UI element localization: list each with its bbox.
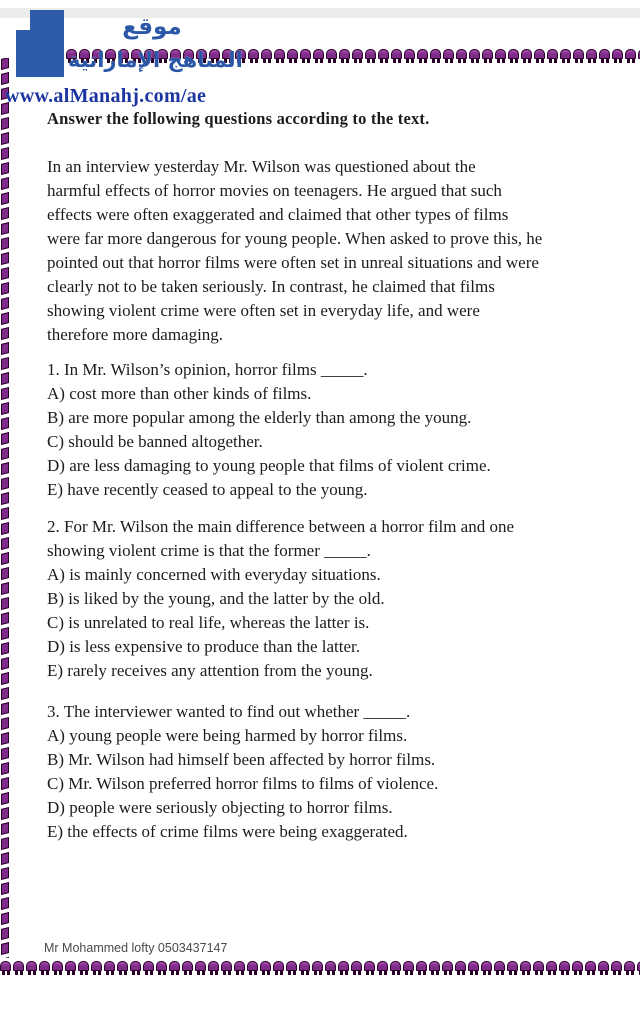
- border-tooth-icon: [143, 960, 156, 977]
- border-mark-icon: [1, 957, 9, 958]
- border-tooth-icon: [612, 48, 625, 65]
- border-mark-icon: [1, 747, 9, 760]
- answer-option: E) have recently ceased to appeal to the young.: [47, 480, 368, 499]
- top-gray-strip: [0, 8, 640, 18]
- border-tooth-icon: [65, 960, 78, 977]
- border-mark-icon: [1, 252, 9, 265]
- question-stem: showing violent crime is that the former _____.: [47, 541, 371, 560]
- border-mark-icon: [1, 192, 9, 205]
- border-tooth-icon: [533, 960, 546, 977]
- border-tooth-icon: [534, 48, 547, 65]
- border-tooth-icon: [338, 960, 351, 977]
- border-tooth-icon: [624, 960, 637, 977]
- question-stem: 3. The interviewer wanted to find out whether _____.: [47, 702, 411, 721]
- border-tooth-icon: [390, 960, 403, 977]
- border-mark-icon: [1, 297, 9, 310]
- border-tooth-icon: [417, 48, 430, 65]
- border-mark-icon: [1, 492, 9, 505]
- border-tooth-icon: [378, 48, 391, 65]
- border-mark-icon: [1, 282, 9, 295]
- question-stem: 2. For Mr. Wilson the main difference between a horror film and one: [47, 517, 515, 536]
- answer-option: B) are more popular among the elderly than among the young.: [47, 408, 472, 427]
- border-mark-icon: [1, 507, 9, 520]
- border-mark-icon: [1, 267, 9, 280]
- border-tooth-icon: [260, 960, 273, 977]
- border-mark-icon: [1, 717, 9, 730]
- reading-passage: [47, 155, 542, 347]
- border-tooth-icon: [625, 48, 638, 65]
- border-tooth-icon: [364, 960, 377, 977]
- border-mark-icon: [1, 72, 9, 85]
- border-tooth-icon: [443, 48, 456, 65]
- border-mark-icon: [1, 942, 9, 955]
- border-tooth-icon: [403, 960, 416, 977]
- border-tooth-icon: [520, 960, 533, 977]
- border-tooth-icon: [339, 48, 352, 65]
- border-tooth-icon: [456, 48, 469, 65]
- border-tooth-icon: [442, 960, 455, 977]
- border-tooth-icon: [559, 960, 572, 977]
- border-tooth-icon: [391, 48, 404, 65]
- border-mark-icon: [1, 147, 9, 160]
- border-mark-icon: [1, 807, 9, 820]
- border-tooth-icon: [273, 960, 286, 977]
- border-mark-icon: [1, 522, 9, 535]
- border-mark-icon: [1, 792, 9, 805]
- border-mark-icon: [1, 342, 9, 355]
- question-block-3: [47, 700, 438, 844]
- border-tooth-icon: [156, 960, 169, 977]
- border-tooth-icon: [430, 48, 443, 65]
- border-tooth-icon: [352, 48, 365, 65]
- border-tooth-icon: [208, 960, 221, 977]
- border-mark-icon: [1, 222, 9, 235]
- passage-line: showing violent crime were often set in everyday life, and were: [47, 301, 480, 320]
- border-tooth-icon: [365, 48, 378, 65]
- border-tooth-icon: [468, 960, 481, 977]
- border-tooth-icon: [221, 960, 234, 977]
- answer-option: D) people were seriously objecting to horror films.: [47, 798, 393, 817]
- answer-option: B) Mr. Wilson had himself been affected by horror films.: [47, 750, 436, 769]
- border-mark-icon: [1, 567, 9, 580]
- border-tooth-icon: [300, 48, 313, 65]
- answer-option: C) Mr. Wilson preferred horror films to films of violence.: [47, 774, 439, 793]
- teacher-contact-text: Mr Mohammed lofty 0503437147: [44, 941, 228, 955]
- answer-option: E) the effects of crime films were being exaggerated.: [47, 822, 408, 841]
- border-mark-icon: [1, 897, 9, 910]
- question-block-1: [47, 358, 491, 502]
- almanahj-logo-icon: [30, 10, 64, 77]
- border-mark-icon: [1, 852, 9, 865]
- border-tooth-icon: [495, 48, 508, 65]
- border-tooth-icon: [508, 48, 521, 65]
- border-mark-icon: [1, 372, 9, 385]
- border-tooth-icon: [325, 960, 338, 977]
- border-tooth-icon: [130, 960, 143, 977]
- border-mark-icon: [1, 552, 9, 565]
- almanahj-logo-icon: [16, 30, 31, 77]
- border-tooth-icon: [247, 960, 260, 977]
- border-tooth-icon: [104, 960, 117, 977]
- border-mark-icon: [1, 402, 9, 415]
- border-tooth-icon: [261, 48, 274, 65]
- border-tooth-icon: [287, 48, 300, 65]
- border-mark-icon: [1, 417, 9, 430]
- border-tooth-icon: [416, 960, 429, 977]
- border-tooth-icon: [599, 48, 612, 65]
- border-tooth-icon: [234, 960, 247, 977]
- border-tooth-icon: [13, 960, 26, 977]
- border-mark-icon: [1, 657, 9, 670]
- border-mark-icon: [1, 612, 9, 625]
- border-tooth-icon: [585, 960, 598, 977]
- border-tooth-icon: [195, 960, 208, 977]
- border-mark-icon: [1, 627, 9, 640]
- border-mark-icon: [1, 642, 9, 655]
- border-mark-icon: [1, 207, 9, 220]
- answer-option: D) is less expensive to produce than the latter.: [47, 637, 360, 656]
- border-tooth-icon: [248, 48, 261, 65]
- border-tooth-icon: [573, 48, 586, 65]
- border-tooth-icon: [326, 48, 339, 65]
- border-mark-icon: [1, 432, 9, 445]
- passage-line: clearly not to be taken seriously. In contrast, he claimed that films: [47, 277, 495, 296]
- answer-option: A) young people were being harmed by horror films.: [47, 726, 408, 745]
- answer-option: C) is unrelated to real life, whereas the latter is.: [47, 613, 370, 632]
- border-mark-icon: [1, 582, 9, 595]
- answer-option: E) rarely receives any attention from the young.: [47, 661, 373, 680]
- answer-option: A) cost more than other kinds of films.: [47, 384, 312, 403]
- border-tooth-icon: [182, 960, 195, 977]
- border-tooth-icon: [312, 960, 325, 977]
- border-mark-icon: [1, 462, 9, 475]
- border-tooth-icon: [507, 960, 520, 977]
- border-tooth-icon: [546, 960, 559, 977]
- border-mark-icon: [1, 912, 9, 925]
- instructions-heading: Answer the following questions according to the text.: [47, 109, 430, 128]
- border-mark-icon: [1, 837, 9, 850]
- border-mark-icon: [1, 327, 9, 340]
- passage-line: therefore more damaging.: [47, 325, 224, 344]
- border-tooth-icon: [377, 960, 390, 977]
- question-stem: 1. In Mr. Wilson’s opinion, horror films _____.: [47, 360, 368, 379]
- passage-line: In an interview yesterday Mr. Wilson was questioned about the: [47, 157, 476, 176]
- border-tooth-icon: [482, 48, 495, 65]
- border-tooth-icon: [0, 960, 13, 977]
- border-mark-icon: [1, 537, 9, 550]
- answer-option: B) is liked by the young, and the latter by the old.: [47, 589, 385, 608]
- passage-line: effects were often exaggerated and claimed that other types of films: [47, 205, 509, 224]
- border-tooth-icon: [521, 48, 534, 65]
- border-mark-icon: [1, 447, 9, 460]
- border-mark-icon: [1, 162, 9, 175]
- border-tooth-icon: [560, 48, 573, 65]
- site-name-arabic-word: موقع: [122, 14, 182, 40]
- border-mark-icon: [1, 357, 9, 370]
- border-mark-icon: [1, 927, 9, 940]
- passage-line: were far more dangerous for young people. When asked to prove this, he: [47, 229, 543, 248]
- border-mark-icon: [1, 732, 9, 745]
- border-tooth-icon: [481, 960, 494, 977]
- border-tooth-icon: [611, 960, 624, 977]
- border-tooth-icon: [117, 960, 130, 977]
- border-mark-icon: [1, 312, 9, 325]
- border-mark-icon: [1, 58, 9, 70]
- passage-line: pointed out that horror films were often set in unreal situations and were: [47, 253, 539, 272]
- border-tooth-icon: [52, 960, 65, 977]
- border-mark-icon: [1, 597, 9, 610]
- border-mark-icon: [1, 387, 9, 400]
- decorative-border-bottom: [0, 960, 640, 977]
- border-tooth-icon: [404, 48, 417, 65]
- site-name-arabic-title: المناهج الإماراتية: [68, 48, 243, 72]
- answer-option: A) is mainly concerned with everyday situations.: [47, 565, 381, 584]
- border-tooth-icon: [286, 960, 299, 977]
- border-mark-icon: [1, 477, 9, 490]
- border-mark-icon: [1, 672, 9, 685]
- border-mark-icon: [1, 882, 9, 895]
- answer-option: D) are less damaging to young people that films of violent crime.: [47, 456, 491, 475]
- border-mark-icon: [1, 177, 9, 190]
- border-mark-icon: [1, 117, 9, 130]
- border-mark-icon: [1, 777, 9, 790]
- decorative-border-left: [1, 58, 9, 958]
- border-tooth-icon: [91, 960, 104, 977]
- border-mark-icon: [1, 822, 9, 835]
- border-tooth-icon: [455, 960, 468, 977]
- border-tooth-icon: [586, 48, 599, 65]
- answer-option: C) should be banned altogether.: [47, 432, 263, 451]
- border-tooth-icon: [313, 48, 326, 65]
- border-tooth-icon: [572, 960, 585, 977]
- site-url-link[interactable]: www.alManahj.com/ae: [5, 85, 207, 107]
- border-tooth-icon: [26, 960, 39, 977]
- border-tooth-icon: [429, 960, 442, 977]
- question-block-2: [47, 515, 514, 683]
- border-mark-icon: [1, 762, 9, 775]
- border-tooth-icon: [351, 960, 364, 977]
- border-tooth-icon: [169, 960, 182, 977]
- border-tooth-icon: [494, 960, 507, 977]
- border-tooth-icon: [39, 960, 52, 977]
- border-mark-icon: [1, 687, 9, 700]
- passage-line: harmful effects of horror movies on teenagers. He argued that such: [47, 181, 502, 200]
- border-mark-icon: [1, 702, 9, 715]
- border-tooth-icon: [299, 960, 312, 977]
- border-tooth-icon: [469, 48, 482, 65]
- border-tooth-icon: [547, 48, 560, 65]
- border-mark-icon: [1, 237, 9, 250]
- border-tooth-icon: [78, 960, 91, 977]
- border-tooth-icon: [598, 960, 611, 977]
- border-mark-icon: [1, 867, 9, 880]
- border-tooth-icon: [274, 48, 287, 65]
- border-mark-icon: [1, 132, 9, 145]
